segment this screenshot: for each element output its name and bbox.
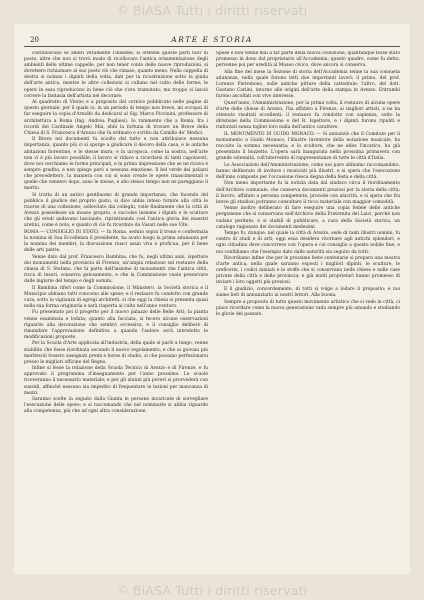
paragraph: Spese e non venne mai a far parte della nuova collezione, quantunque fosse stato promesso in dono dal proprietario all'Accademia; questo quadro, come fu detto, pervenne poi per eredità al Museo civico, dove ancora si conserva. [216,51,400,69]
paragraph: IL MONUMENTO DI GUIDO MONACO. — Si annunziò che il Comitato per il monumento a Guido Monaco, l'illustre inventore della notazione musicale, ha raccolto la somma necessaria; e lo scultore, che ne ebbe l'incarico, ha già presentato il bozzetto. L'opera sarà inaugurata nella prossima primavera con grande solennità, coll'intervento di rappresentanze di tutte le città d'Italia. [216,131,400,162]
paragraph: Le Associazioni dell'Amministrazione, come noi pure abbiamo raccomandato, hanno deliberato di invitare i musicisti più illustri, e si spera che l'esecuzione dell'inno composto per l'occasione riesca degna della festa e della città. [216,162,400,180]
paragraph: Venne dato dal prof. Francesco Bambina, che fu, negli ultimi anni, ispettore dei monumenti nella provincia di Firenze, un'ampia relazione sul restauro della chiesa di S. Stefano, che fa parte dell'insieme di monumenti che l'antica città, ricca di tesori, conserva gelosamente, e che la Commissione vuole preservare dalle ingiurie del tempo e degli uomini. [24,254,208,284]
running-title: ARTE E STORIA [171,35,253,44]
paragraph: Il Bambina riferì come la Commissione, il Ministero, la Società storica e il Municipio abbiano tutti concorso alle spese; e il restauro fu condotto con grande cura, sotto la vigilanza di egregi architetti, sì che oggi la chiesa si presenta quasi nella sua forma originaria e sarà riaperta al culto nell'anno venturo. [24,285,208,309]
paragraph: Infine si lesse la relazione della Scuola Tecnica di Arezzo e di Firenze, e fu approvato il programma d'insegnamento per l'anno prossimo. Le scuole riceveranno il necessario materiale; e per gli alunni più poveri si provvederà con sussidi, affinché nessuno sia impedito di frequentare le lezioni per mancanza di mezzi. [24,366,208,396]
left-column [24,51,208,571]
paragraph: Alla fine del mese la Sezione di storia dell'Accademia tenne la sua consueta adunanza, nella quale furono letti due importanti lavori: il primo, del prof. Lorenzo Pietrobono, sulle antiche pitture della cattedrale; l'altro, del dott. Gaetano Carlini, intorno alle origini dell'arte della stampa in Arezzo. Entrambi furono ascoltati con vivo interesse. [216,69,400,100]
running-header [24,34,400,47]
watermark-text: BiASA Tutti i diritti riservati [132,582,308,598]
watermark-text: BiASA Tutti i diritti riservati [132,2,308,18]
paragraph: Quest'anno, l'Amministrazione, per la prima volta, il restauro di alcune opere d'arte delle chiese di Arezzo, l'ha affidato a Firenze, ai migliori artisti, e ne ha ottenuto risultati eccellenti; il restauro fu condotto con sapienza, sotto la direzione della Commissione e del R. Ispettore, e i dipinti furono ripuliti e rinforzati senza toglier loro nulla dell'antico carattere. [216,100,400,131]
paragraph: Fu presentato poi il progetto per il nuovo palazzo delle Belle Arti; la pianta venne esaminata e lodata; quanto alla facciata, si fecero alcune osservazioni riguardo alla decorazione che sembrò eccessiva, e il consiglio deliberò di rimandare l'approvazione definitiva a quando l'autore avrà introdotto le modificazioni proposte. [24,310,208,340]
paragraph: ROMA — CONSIGLIO DI STATO. — In Roma, seduto sopra il trono e confermata la nomina di Sua Eccellenza il presidente, ha avuto luogo la prima adunanza per la nomina dei membri; la discussione riuscì assai viva e proficua, per il bene delle arti patrie. [24,229,208,253]
copyright-icon: © [116,583,129,597]
watermark-banner-bottom [0,580,424,600]
paragraph: Sempre a proposito di tutto questo movimento artistico che si vede in città, ci piace ricordare come la nuova generazione vada sempre più amando e studiando le glorie del passato. [216,299,400,317]
paragraph: Venne inoltre deliberato di fare eseguire una copia fedele delle antiche pergamene che si conservano nell'Archivio della Fraternita dei Laici, perché non vadano perdute; e si stabilì di pubblicare, a cura della Società storica, un catalogo ragionato dei documenti medesimi. [216,206,400,230]
paragraph: costituiscono se alberi veramente l'insieme, si ottenne queste parti fuor di posto, altre che non si trovò modo di ricollocare l'antica ornamentazione degli ambienti delle ultime cappelle, per non tener conto delle nuove riproduzioni, si dovettero richiamare al suo posto ciò che rimase, quanto meno. Nella cappella di destra si notano i dipinti della volta, dati per la ricostruzione sotto la guida dell'arte antica, mentre le altre collezioni si cullano nel culto delle forme; le opere in essa riproducono in bene ciò che s'era tramutato; ma troppo si lasciò correre la fantasia dell'artista nel decorare. [24,51,208,99]
paragraph: Il Breve nei documenti fu sciolto del tutto e non attribuisce nessuna importanza, quanto più ci si sporge a giudicare il decoro della casa, e le antiche abitazioni fiorentine, e le stesse mura; e in un'epoca, come la nostra, nell'arte non vi è più lavoro possibile; il lavoro si riduce a ricordarsi di tanti capolavori, dove noi cerchiamo le forme principali, e la prima impressione che se ne ricava è sempre gradita, e non spinge però a nessuna emozione. Il bel verde dei palazzi che precedettero, la maniera con cui si sono create le opere rinascimentali e quelle che vennero dopo, sono le stesse, e allo stesso tempo non ne pareggiano il merito. [24,137,208,192]
copyright-icon: © [116,3,129,17]
text-columns [24,51,400,571]
paragraph: Tempo fu, dunque, nel quale la città di Arezzo, sede di tanti illustri uomini, fu centro di studi e di arti; oggi essa desidera ritornare agli antichi splendori, e ogni cittadino deve concorrere con l'opera e col consiglio a questo nobile fine; e noi confidiamo che l'esempio dato dalle autorità sia seguito da tutti. [216,231,400,255]
document-page [14,24,410,574]
paragraph: Ricordiamo infine che per le prossime feste centenarie si prepara una mostra d'arte antica, nella quale saranno esposti i migliori dipinti, le sculture, le oreficerie, i codici miniati e le stoffe che si conservano nelle chiese e nelle case private della città e della provincia; e già molti proprietari hanno promesso di inviare i loro oggetti più preziosi. [216,256,400,286]
paragraph: Non meno importante fu la notizia data dal sindaco circa il riordinamento dell'Archivio comunale, che conserva documenti preziosi per la storia della città; il lavoro, affidato a persona competente, procede con alacrità, e si spera che fra breve gli studiosi potranno consultare il ricco materiale con maggior comodità. [216,181,400,205]
watermark-banner-top [0,0,424,20]
paragraph: Si tratta di un antico gentiluomo di grande importanza, che facendo del pubblico il giudice del proprio gusto, si dice abbia inteso fornire alla città le risorse di una collezione; sollecitato dai colleghi, volle finalmente che la città di Arezzo possedesse un museo proprio, e raccolse insieme i dipinti e le sculture che gli eredi andavano lasciando, ripristinando così l'antica gloria dei maestri aretini, come è noto, e quanto di ciò fu ricordato da Vasari nelle sue Vite. [24,192,208,229]
paragraph: E il giudizio, concordemente, di tutti si volge a lodare il proposito; e noi siamo lieti di annunziarlo ai nostri lettori. Alla buona. [216,287,400,299]
paragraph: Per la Scuola d'Arte applicata all'industria, della quale si parlò a lungo, venne stabilito che fosse riordinata secondo il nuovo regolamento; e che ai giovani più meritevoli fossero assegnati premi e borse di studio, sì che possano perfezionarsi presso le migliori officine del Regno. [24,341,208,365]
paragraph: Al quadretto di Vierzo e a proposito del cornice pubblicato nelle pagine di questo giornale, per il quale io, in un periodo di tempo non breve, mi occupai di far eseguire la copia d'Arnolfo da dedicarsi al Sig. Marco Piccinini, professore di architettura a Roma (Ing. Andrea Pugliesi). Io rammento che a Roma, fra i ricordi del Cardinale Angelo Mai, ebbi la fortuna di trovare un Breve della Chiesa di S. Francesco d'Arezzo che fu ordinato e scritto da Camillo de' Medici. [24,100,208,136]
paragraph: Saranno scelte in seguito dalla Giunta le persone incaricate di sorvegliare l'esecuzione delle opere; e si raccomandò che nel nominarle si abbia riguardo alla competenza, più che ad ogni altra considerazione. [24,397,208,415]
page-number: 20 [30,36,39,44]
right-column [216,51,400,571]
